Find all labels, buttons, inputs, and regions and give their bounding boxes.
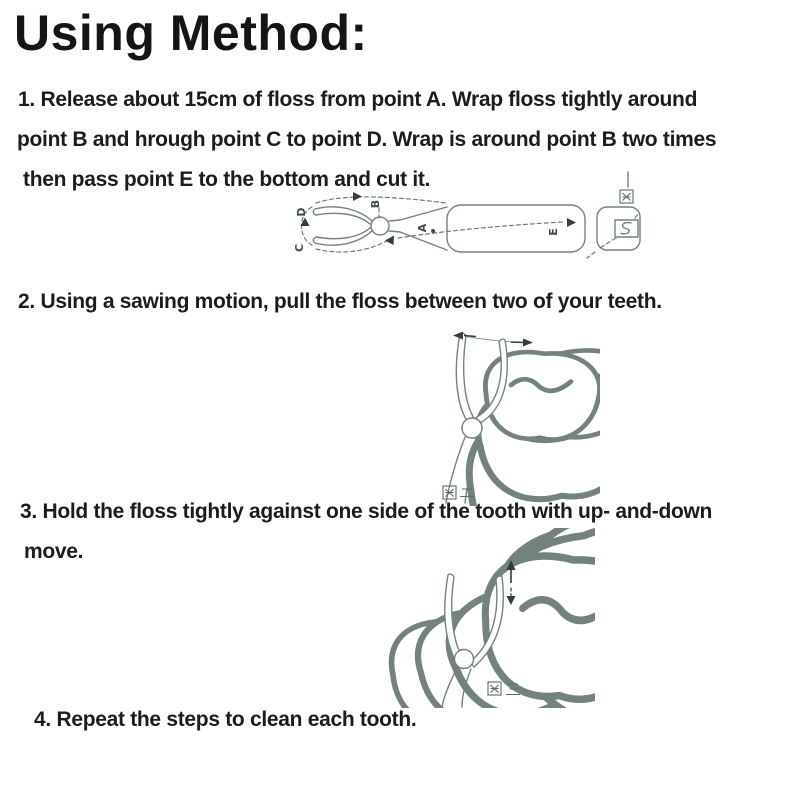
point-b-spool xyxy=(371,217,389,235)
figure-2-sawing-diagram xyxy=(435,316,600,506)
holder-upper-prong xyxy=(313,207,373,225)
label-b: B xyxy=(369,199,382,209)
figure-1-floss-holder-diagram xyxy=(250,166,650,266)
holder-handle xyxy=(447,205,585,252)
step-3-line-2: move. xyxy=(24,540,84,563)
step-1-line-3: then pass point E to the bottom and cut it. xyxy=(23,168,431,191)
label-a: A xyxy=(416,223,429,233)
teeth-stack xyxy=(469,345,600,506)
floss-strand xyxy=(463,336,514,342)
step-1-line-2: point B and hrough point C to point D. Wrap is around point B two times xyxy=(17,128,717,151)
label-e: E xyxy=(547,228,560,236)
label-c: C xyxy=(293,243,306,253)
page-title: Using Method: xyxy=(14,5,368,61)
label-d: D xyxy=(295,207,308,217)
step-4-line-1: 4. Repeat the steps to clean each tooth. xyxy=(34,708,417,731)
figure-1-caption-glyph xyxy=(620,190,633,203)
holder-lower-prong xyxy=(313,228,373,246)
step-2-line-1: 2. Using a sawing motion, pull the floss between two of your teeth. xyxy=(18,290,662,313)
step-3-line-1: 3. Hold the floss tightly against one side of the tooth with up- and-down xyxy=(20,500,713,523)
figure-3-up-down-diagram xyxy=(360,528,595,708)
teeth-arc xyxy=(392,528,595,708)
step-1-line-1: 1. Release about 15cm of floss from point A. Wrap floss tightly around xyxy=(18,88,698,111)
